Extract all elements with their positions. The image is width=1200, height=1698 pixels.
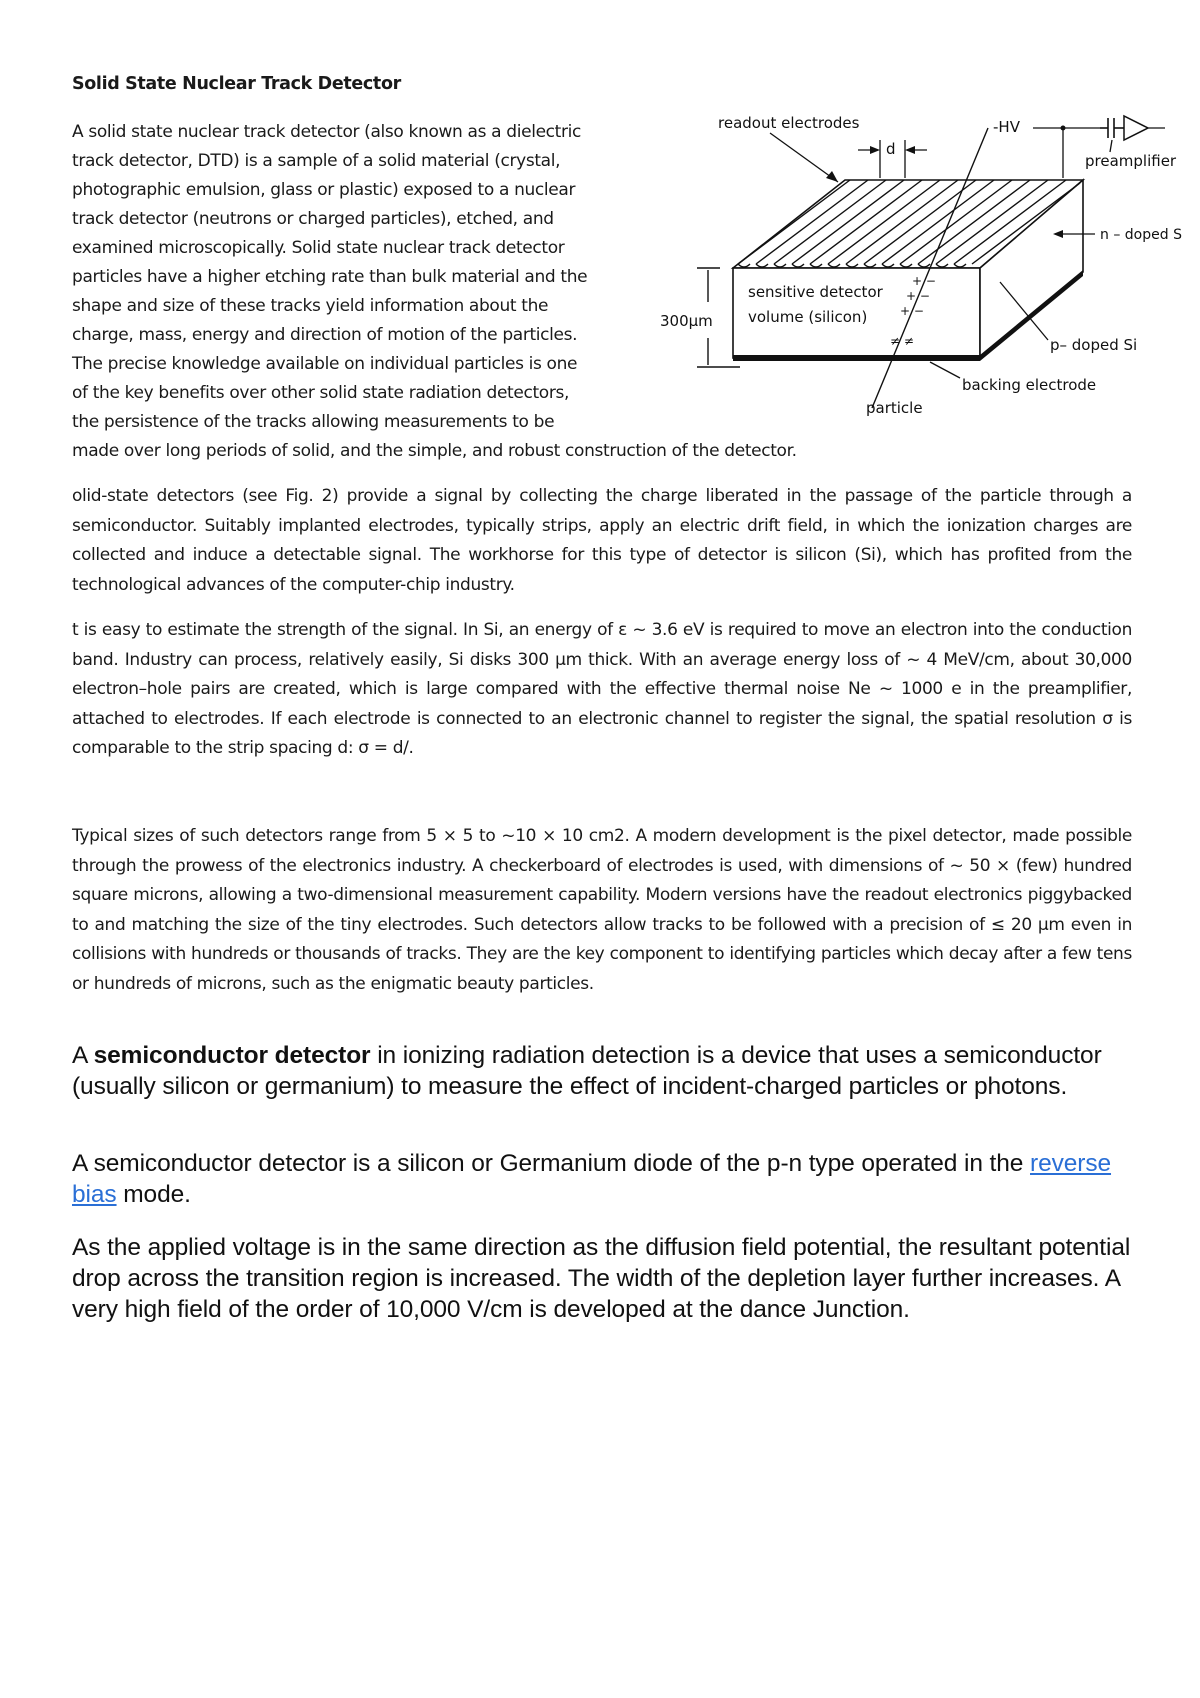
intro-line: track detector (neutrons or charged particles), etched, and: [72, 209, 554, 229]
backing-electrode-pointer: [930, 362, 960, 378]
reverse-bias-link[interactable]: reverse bias: [72, 1150, 1112, 1208]
n-doped-label: n – doped S: [1100, 227, 1182, 243]
intro-line: The precise knowledge available on individual particles is one: [72, 354, 578, 374]
amplifier-icon: [1124, 116, 1148, 140]
readout-arrowhead: [826, 171, 838, 182]
page-title: Solid State Nuclear Track Detector: [72, 74, 401, 94]
intro-line: the persistence of the tracks allowing measurements to be: [72, 412, 555, 432]
intro-line: track detector, DTD) is a sample of a solid material (crystal,: [72, 151, 561, 171]
intro-line: made over long periods of solid, and the simple, and robust construction of the detector.: [72, 441, 797, 461]
sensitive-volume-label-1: sensitive detector: [748, 283, 883, 301]
svg-text:≠ ≠: ≠ ≠: [890, 334, 914, 348]
backing-electrode-label: backing electrode: [962, 376, 1097, 394]
intro-line: particles have a higher etching rate than bulk material and the: [72, 267, 588, 287]
preamplifier-label: preamplifier: [1085, 152, 1177, 170]
diode-paragraph: [72, 1148, 1132, 1210]
preamplifier-pointer: [1110, 140, 1112, 152]
spacing-arrow-left: [870, 146, 880, 154]
intro-line: photographic emulsion, glass or plastic) exposed to a nuclear: [72, 180, 576, 200]
svg-text:+ −: + −: [912, 274, 936, 288]
readout-electrodes-label: readout electrodes: [718, 114, 860, 132]
svg-text:+ −: + −: [900, 304, 924, 318]
p-doped-label: p– doped Si: [1050, 336, 1138, 354]
signal-strength-paragraph: t is easy to estimate the strength of the signal. In Si, an energy of ε ~ 3.6 eV is required to move an electron into the conduction band. Industry can process, relatively easily, Si disks 300 μm thick. With an average energy loss of ~ 4 MeV/cm, about 30,000 electron–hole pairs are created, which is large compared with the effective thermal noise Ne ~ 1000 e in the preamplifier, attached to electrodes. If each electrode is connected to an electronic channel to register the signal, the spatial resolution σ is comparable to the strip spacing d: σ = d/.: [72, 620, 1132, 759]
spacing-label: d: [886, 140, 896, 158]
intro-line: of the key benefits over other solid state radiation detectors,: [72, 383, 570, 403]
solid-state-paragraph: olid-state detectors (see Fig. 2) provide a signal by collecting the charge liberated in the passage of the particle through a semiconductor. Suitably implanted electrodes, typically strips, apply an electric drift field, in which the ionization charges are collected and induce a detectable signal. The workhorse for this type of detector is silicon (Si), which has profited from the technological advances of the computer-chip industry.: [72, 486, 1132, 595]
applied-voltage-paragraph: As the applied voltage is in the same direction as the diffusion field potential, the resultant potential drop across the transition region is increased. The width of the depletion layer further increases. A very high field of the order of 10,000 V/cm is developed at the dance Junction.: [72, 1234, 1131, 1323]
intro-line: shape and size of these tracks yield information about the: [72, 296, 549, 316]
semiconductor-definition-paragraph: [72, 1040, 1132, 1102]
para5-rest: mode.: [116, 1181, 191, 1208]
thickness-label: 300μm: [660, 312, 713, 330]
detector-figure: [650, 105, 1200, 435]
hv-label: -HV: [993, 118, 1020, 136]
para4-prefix: A: [72, 1042, 94, 1069]
intro-line: examined microscopically. Solid state nuclear track detector: [72, 238, 565, 258]
particle-label: particle: [866, 399, 923, 417]
intro-line: A solid state nuclear track detector (also known as a dielectric: [72, 122, 581, 142]
backing-electrode-layer: [733, 355, 980, 361]
semiconductor-detector-term: semiconductor detector: [93, 1042, 371, 1069]
svg-text:+ −: + −: [906, 289, 930, 303]
pixel-detector-paragraph: Typical sizes of such detectors range from 5 × 5 to ~10 × 10 cm2. A modern development is the pixel detector, made possible through the prowess of the electronics industry. A checkerboard of electrodes is used, with dimensions of ~ 50 × (few) hundred square microns, allowing a two-dimensional measurement capability. Modern versions have the readout electronics piggybacked to and matching the size of the tiny electrodes. Such detectors allow tracks to be followed with a precision of ≤ 20 μm even in collisions with hundreds or thousands of tracks. They are the key component to identifying particles which decay after a few tens or hundreds of microns, such as the enigmatic beauty particles.: [72, 826, 1132, 994]
readout-arrow: [770, 133, 838, 182]
spacing-arrow-right: [905, 146, 915, 154]
capacitor-icon: [1100, 118, 1124, 138]
para4-rest: in ionizing radiation detection is a device that uses a semiconductor (usually silicon or germanium) to measure the effect of incident-charged particles or photons.: [72, 1042, 1102, 1100]
sensitive-volume-label-2: volume (silicon): [748, 308, 868, 326]
para5-prefix: A semiconductor detector is a silicon or Germanium diode of the p-n type operated in the: [72, 1150, 1031, 1177]
intro-line: charge, mass, energy and direction of motion of the particles.: [72, 325, 578, 345]
